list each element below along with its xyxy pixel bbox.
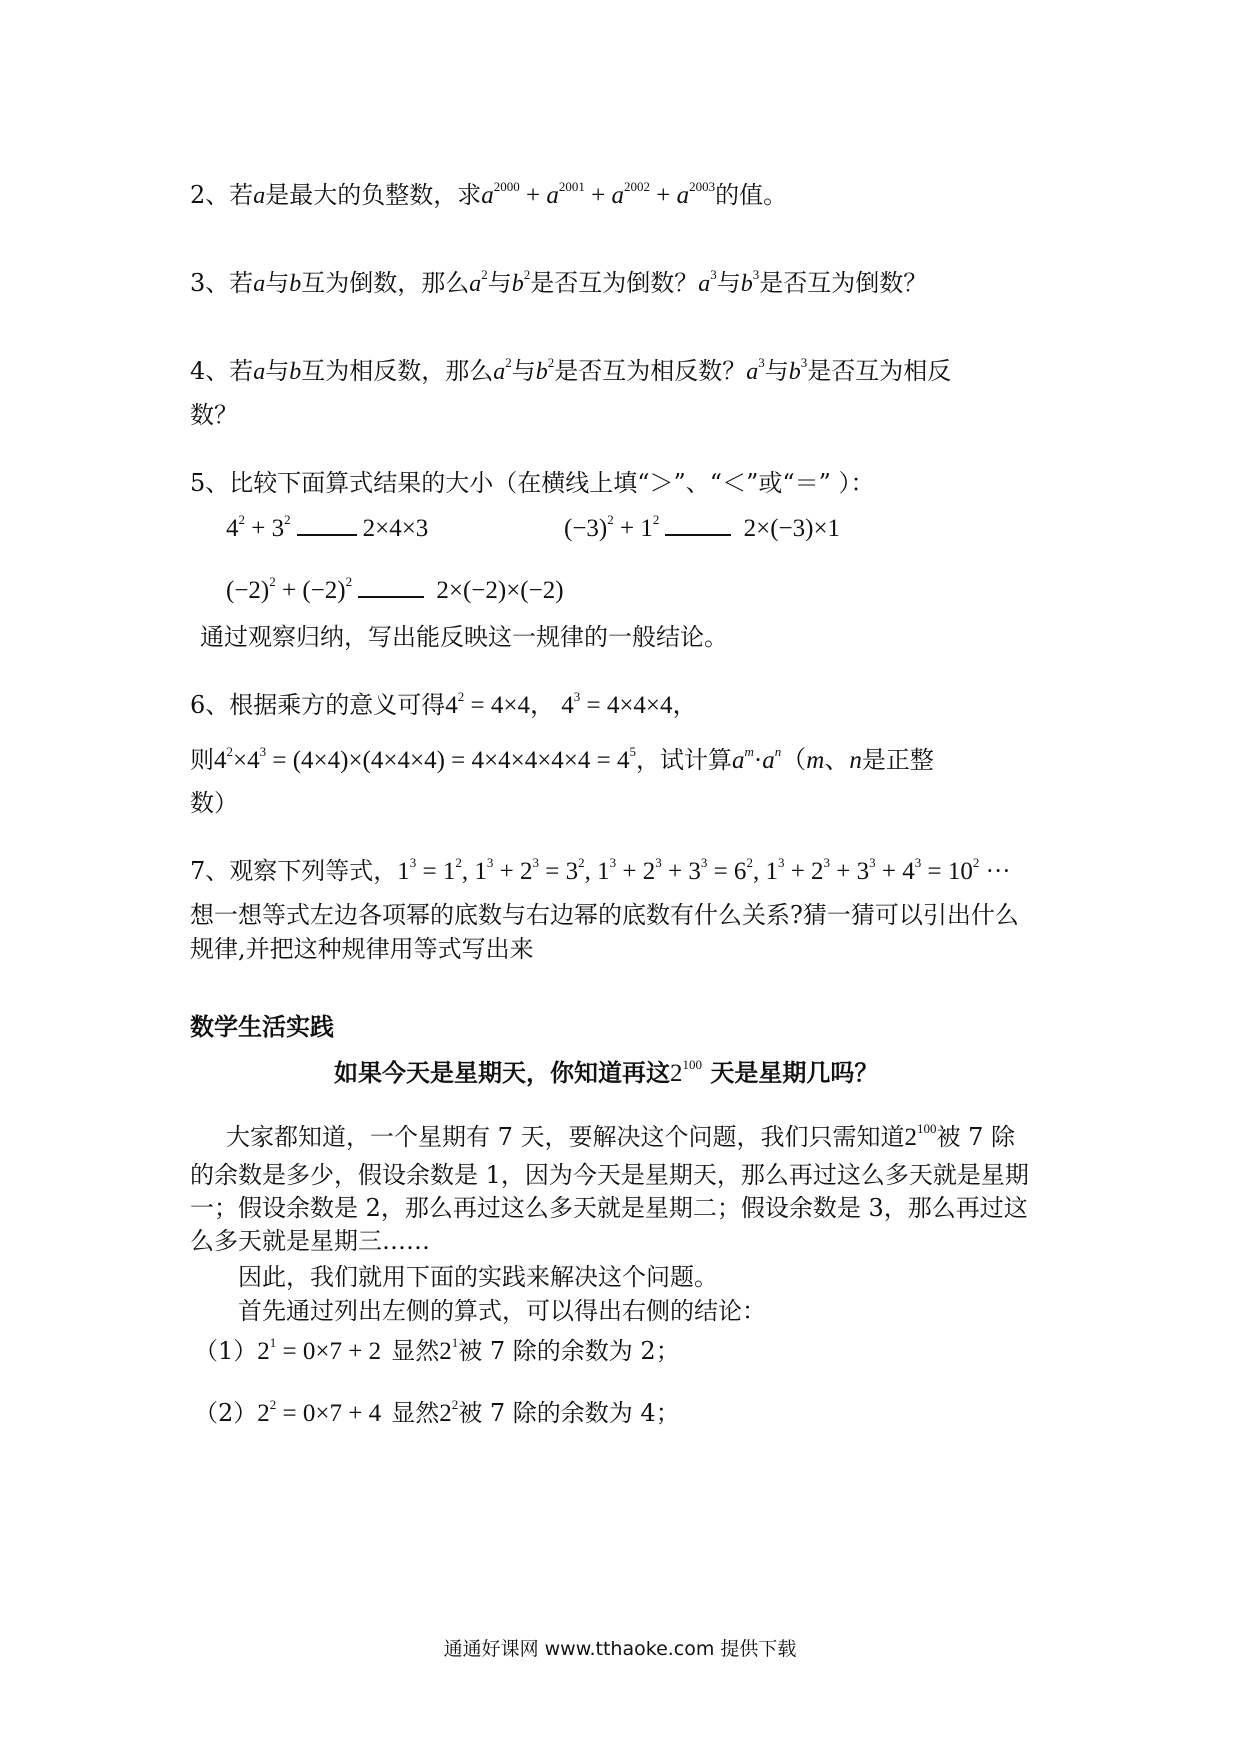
row-2-power: $2^2$ (439, 1397, 459, 1427)
practice-p2: 的余数是多少，假设余数是 1，因为今天是星期天，那么再过这么多天就是星期 (190, 1161, 1029, 1189)
row-2-formula: $2^2 = 0\times 7 + 4$ (257, 1397, 382, 1427)
q6-formula-1: $4^2 = 4\times 4$， $4^3 = 4\times 4\times 4$， (445, 689, 698, 719)
q3-text: 若 (229, 269, 254, 297)
q7-formulas: $1^3 = 1^2$, $1^3 + 2^3 = 3^2$, $1^3 + 2^3 + 3^3 = 6^2$, $1^3 + 2^3 + 3^3 + 4^3 = 10^2$ ··· (397, 855, 1011, 885)
practice-heading: 数学生活实践 (190, 1013, 334, 1041)
practice-p1 (226, 1122, 1015, 1153)
row-label: （1） (194, 1337, 258, 1365)
q2-text: 若 (229, 181, 254, 209)
q4-text: 与 (265, 357, 290, 385)
question-5-intro: 5、比较下面算式结果的大小（在横线上填“＞”、“＜”或“＝” ）： (190, 469, 875, 497)
q2-number: 2、 (190, 181, 230, 209)
q3-number: 3、 (190, 269, 230, 297)
practice-p5: 因此，我们就用下面的实践来解决这个问题。 (238, 1263, 718, 1291)
q4-text: 若 (229, 357, 254, 385)
q6-formula-2: $4^2\times 4^3 = (4\times 4)\times(4\times 4\times 4) = 4\times 4\times 4\times 4\times 4 = 4^5$ (214, 744, 637, 774)
question-4-cont: 数？ (190, 401, 238, 429)
q5-conclusion: 通过观察归纳，写出能反映这一规律的一般结论。 (200, 623, 728, 651)
title-power: $2^{100}$ (670, 1057, 702, 1087)
row-text: 显然 (391, 1399, 440, 1427)
practice-title-text: 如果今天是星期天，你知道再这 (334, 1059, 670, 1087)
question-6-line2 (190, 745, 934, 776)
q3-text: 互为倒数，那么 (301, 269, 470, 297)
answer-blank[interactable] (297, 530, 357, 536)
question-6-line1 (190, 690, 698, 721)
q2-text: 是最大的负整数，求 (265, 181, 482, 209)
practice-row-2 (194, 1398, 680, 1429)
q5-compare-1: $4^2 + 3^2$ 2×4×3 (226, 512, 429, 542)
q4-number: 4、 (190, 357, 230, 385)
q2-text: 的值。 (715, 181, 788, 209)
q6-text: 6、根据乘方的意义可得 (190, 691, 446, 719)
q5-compare-2: $(-3)^2 + 1^2$ 2×(−3)×1 (564, 512, 841, 542)
q3-text: 是否互为倒数？ (530, 269, 699, 297)
q3-text: 与 (716, 269, 741, 297)
page-footer: 通通好课网 www.tthaoke.com 提供下载 (443, 1638, 797, 1660)
practice-p6: 首先通过列出左侧的算式，可以得出右侧的结论： (238, 1297, 766, 1325)
answer-blank[interactable] (665, 530, 731, 536)
q3-text: 与 (487, 269, 512, 297)
row-text: 被 7 除的余数为 4； (458, 1399, 680, 1427)
question-2: 2、若a是最大的负整数，求$a^{2000} + a^{2001} + a^{2002} + a^{2003}$的值。 (190, 179, 788, 209)
row-1-power: $2^1$ (439, 1335, 459, 1365)
q6-text: 则 (190, 746, 214, 774)
practice-title-text: 天是星期几吗？ (710, 1059, 879, 1087)
practice-title (334, 1058, 878, 1089)
q4-text: 与 (511, 357, 536, 385)
power-2-100: $2^{100}$ (904, 1121, 937, 1151)
q6-formula-3: $a^m\cdot a^n(m$、n (732, 744, 862, 774)
question-7-line3: 规律,并把这种规律用等式写出来 (190, 935, 534, 963)
practice-p4: 么多天就是星期三…… (190, 1227, 430, 1255)
practice-row-1 (194, 1336, 680, 1367)
q7-text: 7、观察下列等式， (190, 857, 398, 885)
q4-text: 是否互为相反数？ (554, 357, 747, 385)
q6-text: ，试计算 (636, 746, 733, 774)
practice-text: 被 7 除 (936, 1123, 1016, 1151)
question-3: 3、若a与b互为倒数，那么$a^2$与$b^2$是否互为倒数？$a^3$与$b^3$是否互为倒数？ (190, 267, 928, 297)
q2-expression: $a^{2000} + a^{2001} + a^{2002} + a^{2003}$ (481, 179, 716, 209)
answer-blank[interactable] (358, 592, 424, 598)
q6-text: 是正整 (861, 746, 934, 774)
row-text: 显然 (391, 1337, 440, 1365)
question-7-line1 (190, 856, 1011, 887)
question-7-line2: 想一想等式左边各项幂的底数与右边幂的底数有什么关系?猜一猜可以引出什么 (190, 901, 1019, 929)
q5-compare-3: $(-2)^2 + (-2)^2$ 2×(−2)×(−2) (226, 574, 564, 604)
question-4: 4、若a与b互为相反数，那么$a^2$与$b^2$是否互为相反数？$a^3$与$b^3$是否互为相反 (190, 355, 952, 385)
q4-text: 与 (764, 357, 789, 385)
q4-text: 是否互为相反 (807, 357, 952, 385)
practice-text: 大家都知道，一个星期有 7 天，要解决这个问题，我们只需知道 (226, 1123, 905, 1151)
q3-text: 与 (265, 269, 290, 297)
q4-text: 互为相反数，那么 (301, 357, 494, 385)
row-label: （2） (194, 1399, 258, 1427)
practice-p3: 一；假设余数是 2，那么再过这么多天就是星期二；假设余数是 3，那么再过这 (190, 1194, 1028, 1222)
row-text: 被 7 除的余数为 2； (458, 1337, 680, 1365)
question-6-cont: 数） (190, 789, 238, 817)
q3-text: 是否互为倒数？ (759, 269, 928, 297)
row-1-formula: $2^1 = 0\times 7 + 2$ (257, 1335, 382, 1365)
